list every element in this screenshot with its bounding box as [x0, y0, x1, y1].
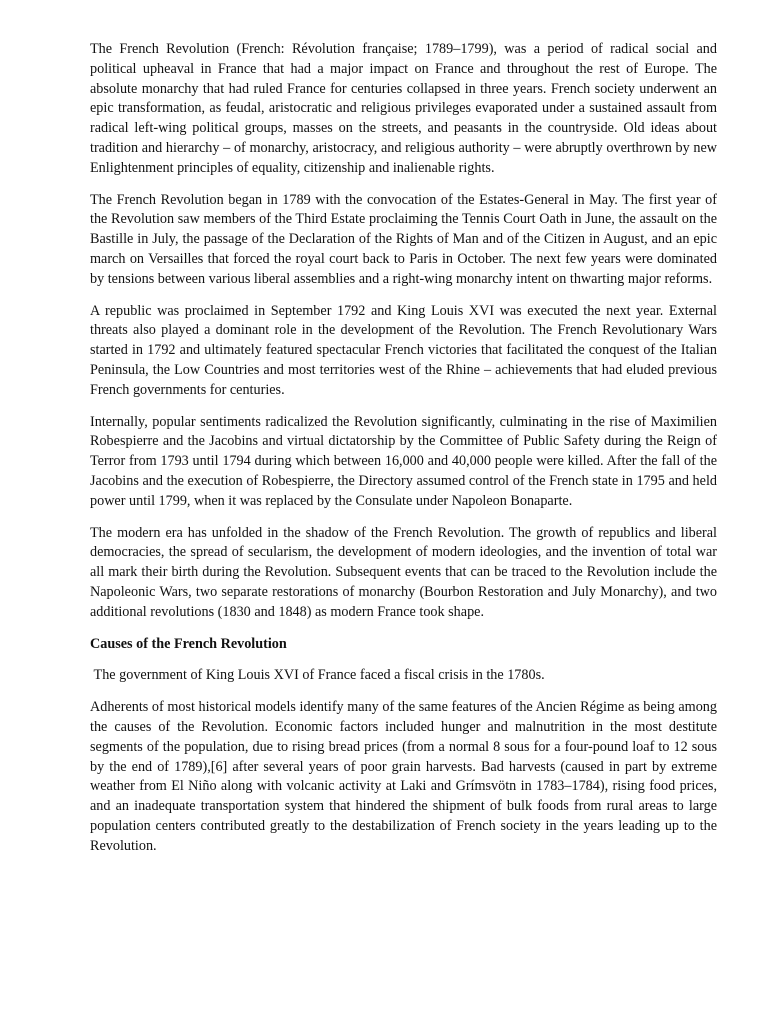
paragraph-economic-factors: Adherents of most historical models identify many of the same features of the Ancien Régime as being among the causes of the Revolution. Economic factors included hunger and malnutrition in the most destitute segments of the population, due to rising bread prices (from a normal 8 sous for a four-pound loaf to 12 sous by the end of 1789),[6] after several years of poor grain harvests. Bad harvests (caused in part by extreme weather from El Niño along with volcanic activity at Laki and Grímsvötn in 1783–1784), rising food prices, and an inadequate transportation system that hindered the shipment of bulk foods from rural areas to large population centers contributed greatly to the destabilization of French society in the years leading up to the Revolution.	[90, 699, 717, 854]
paragraph-modern-era: The modern era has unfolded in the shadow of the French Revolution. The growth of republics and liberal democracies, the spread of secularism, the development of modern ideologies, and the invention of total war all mark their birth during the Revolution. Subsequent events that can be traced to the Revolution include the Napoleonic Wars, two separate restorations of monarchy (Bourbon Restoration and July Monarchy), and two additional revolutions (1830 and 1848) as modern France took shape.	[90, 524, 717, 620]
section-heading-causes: Causes of the French Revolution	[90, 635, 287, 652]
document-page	[90, 40, 717, 868]
paragraph-1789-events: The French Revolution began in 1789 with the convocation of the Estates-General in May. The first year of the Revolution saw members of the Third Estate proclaiming the Tennis Court Oath in June, the assault on the Bastille in July, the passage of the Declaration of the Rights of Man and of the Citizen in August, and an epic march on Versailles that forced the royal court back to Paris in October. The next few years were dominated by tensions between various liberal assemblies and a right-wing monarchy intent on thwarting major reforms.	[90, 191, 717, 287]
paragraph-reign-of-terror: Internally, popular sentiments radicalized the Revolution significantly, culminating in the rise of Maximilien Robespierre and the Jacobins and virtual dictatorship by the Committee of Public Safety during the Reign of Terror from 1793 until 1794 during which between 16,000 and 40,000 people were killed. After the fall of the Jacobins and the execution of Robespierre, the Directory assumed control of the French state in 1795 and held power until 1799, when it was replaced by the Consulate under Napoleon Bonaparte.	[90, 413, 717, 509]
paragraph-republic-wars: A republic was proclaimed in September 1792 and King Louis XVI was executed the next year. External threats also played a dominant role in the development of the Revolution. The French Revolutionary Wars started in 1792 and ultimately featured spectacular French victories that facilitated the conquest of the Italian Peninsula, the Low Countries and most territories west of the Rhine – achievements that had eluded previous French governments for centuries.	[90, 302, 717, 398]
paragraph-intro-overview: The French Revolution (French: Révolution française; 1789–1799), was a period of radical social and political upheaval in France that had a major impact on France and throughout the rest of Europe. The absolute monarchy that had ruled France for centuries collapsed in three years. French society underwent an epic transformation, as feudal, aristocratic and religious privileges evaporated under a sustained assault from radical left-wing political groups, masses on the streets, and peasants in the countryside. Old ideas about tradition and hierarchy – of monarchy, aristocracy, and religious authority – were abruptly overthrown by new Enlightenment principles of equality, citizenship and inalienable rights.	[90, 41, 717, 176]
paragraph-fiscal-crisis: The government of King Louis XVI of France faced a fiscal crisis in the 1780s.	[90, 667, 545, 684]
